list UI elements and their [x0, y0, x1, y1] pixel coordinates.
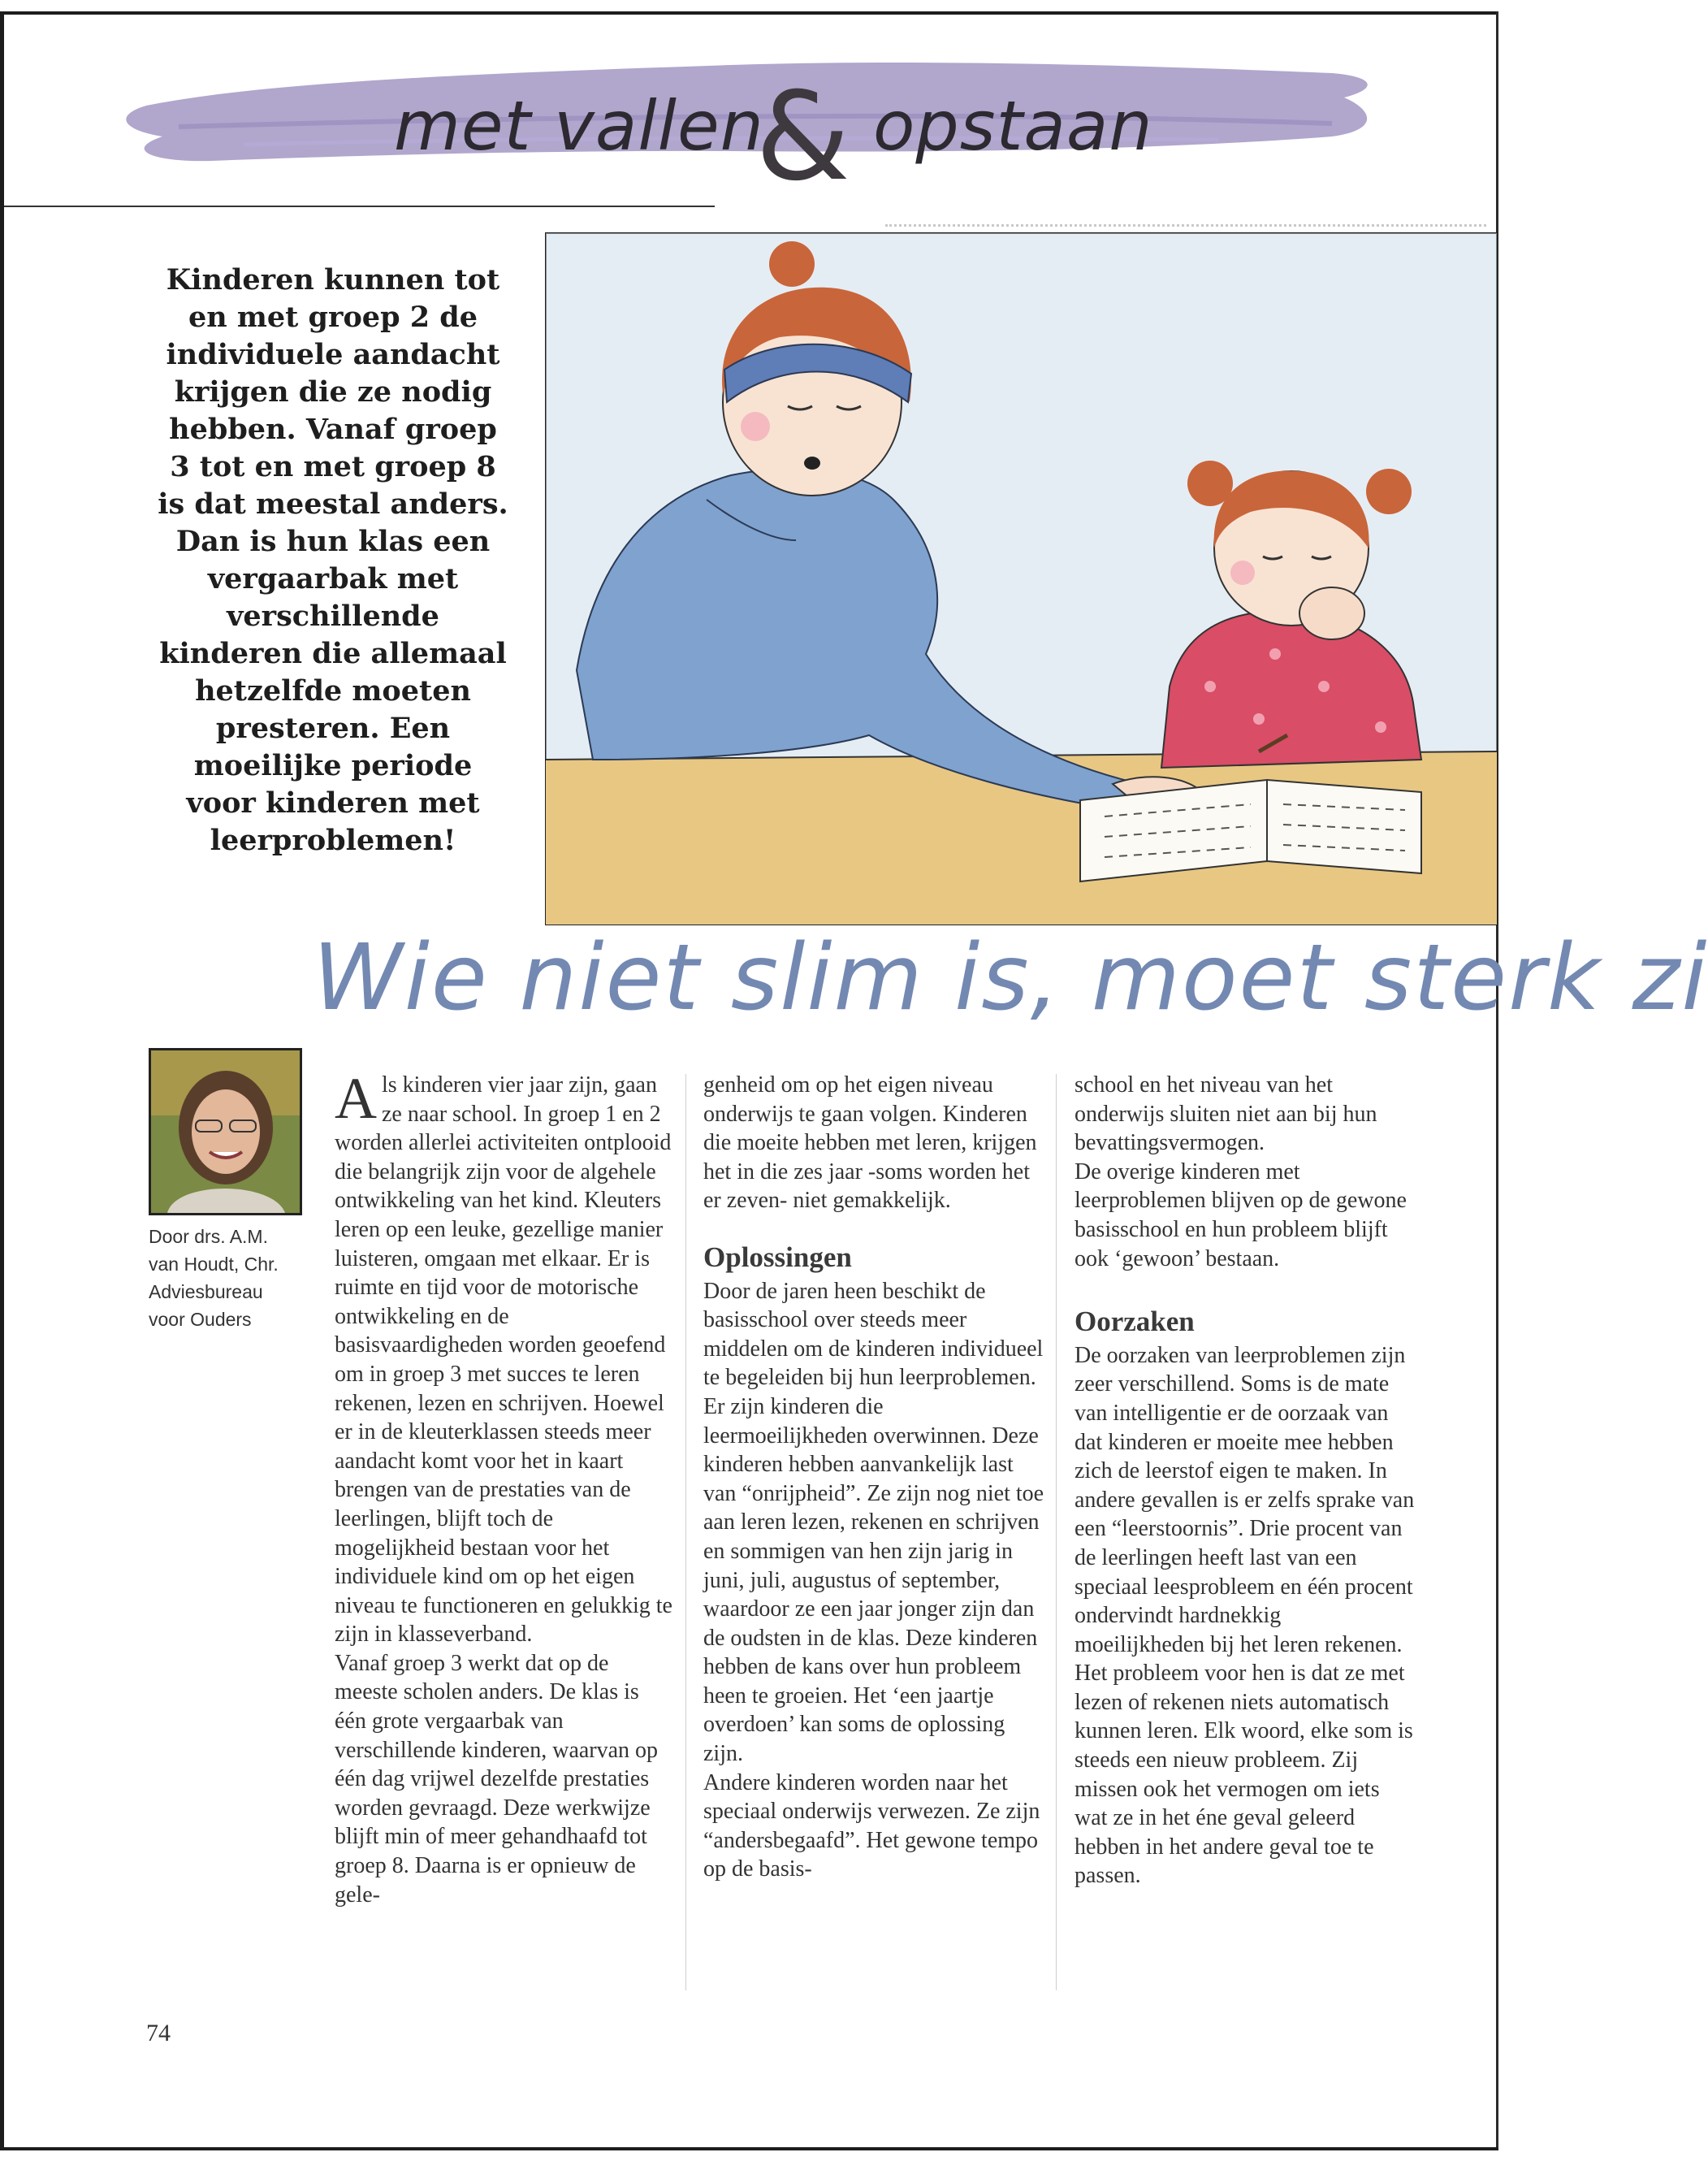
- intro-text: Kinderen kunnen tot en met groep 2 de individuele aandacht krijgen die ze nodig hebben. Vanaf groep 3 tot en met groep 8 is dat meestal anders. Dan is hun klas een vergaarbak met verschillende kinderen die allemaal hetzelfde moeten presteren. Een moeilijke periode voor kinderen met leerproblemen!: [158, 263, 508, 857]
- illustration-mother-child: [544, 232, 1498, 926]
- header-title-left: met vallen: [394, 86, 764, 166]
- column-1-paragraph-2: Vanaf groep 3 werkt dat op de meeste scholen anders. De klas is één grote vergaarbak van verschillende kinderen, waarvan op één dag vrijwel dezelfde prestaties worden gevraagd. Deze werkwijze blijft min of meer gehandhaafd tot groep 8. Daarna is er opnieuw de gele-: [335, 1650, 659, 1908]
- column-3-paragraph-1: school en het niveau van het onderwijs sluiten niet aan bij hun bevattingsvermogen.: [1075, 1072, 1377, 1156]
- header-dotted-rule: [885, 224, 1486, 227]
- author-line-1: Door drs. A.M.: [149, 1226, 268, 1247]
- article-headline: Wie niet slim is, moet sterk zi: [313, 925, 1708, 1031]
- column-2-paragraph-3: Andere kinderen worden naar het speciaal onderwijs verwezen. Ze zijn “andersbegaafd”. Het gewone tempo op de basis-: [703, 1769, 1040, 1882]
- author-line-3: Adviesbureau: [149, 1281, 263, 1302]
- page-frame-bottom: [0, 2147, 1498, 2150]
- page-frame-left: [0, 11, 4, 2150]
- column-2-paragraph-1: genheid om op het eigen niveau onderwijs te gaan volgen. Kinderen die moeite hebben met leren, krijgen het in die zes jaar -soms worden het er zeven- niet gemakkelijk.: [703, 1072, 1037, 1214]
- author-line-2: van Houdt, Chr.: [149, 1254, 279, 1275]
- illustration-drawing: [544, 232, 1498, 926]
- article-column-2: [703, 1071, 1044, 1884]
- header-ampersand: &: [755, 67, 850, 208]
- article-column-3: [1075, 1071, 1416, 1890]
- column-3-paragraph-3: De oorzaken van leerproblemen zijn zeer verschillend. Soms is de mate van intelligentie er de oorzaak van dat kinderen er moeite mee hebben zich de leerstof eigen te maken. In andere gevallen is er zelfs sprake van een “leerstoornis”. Drie procent van de leerlingen heeft last van een speciaal leesprobleem en één procent ondervindt hardnekkig moeilijkheden bij het leren rekenen. Het probleem voor hen is dat ze met lezen of rekenen niets automatisch kunnen leren. Elk woord, elke som is steeds een nieuw probleem. Zij missen ook het vermogen om iets wat ze in het éne geval geleerd hebben in het andere geval toe te passen.: [1075, 1342, 1415, 1889]
- column-1-paragraph-1: [335, 1066, 676, 1649]
- author-line-4: voor Ouders: [149, 1309, 252, 1330]
- section-header: [0, 49, 1498, 208]
- column-separator-2: [1056, 1074, 1057, 1990]
- subheading-oplossingen: Oplossingen: [703, 1241, 852, 1273]
- page-frame-top: [0, 11, 1498, 15]
- header-title-right: opstaan: [873, 86, 1153, 166]
- article-column-1: [335, 1066, 676, 1909]
- subheading-oorzaken: Oorzaken: [1075, 1306, 1195, 1338]
- column-1-text-1: ls kinderen vier jaar zijn, gaan ze naar school. In groep 1 en 2 worden allerlei activiteiten ontplooid die belangrijk zijn voor de algehele ontwikkeling van het kind. Kleuters leren op een leuke, gezellige manier luisteren, omgaan met elkaar. Er is ruimte en tijd voor de motorische ontwikkeling en de basisvaardigheden worden geoefend om in groep 3 met succes te leren rekenen, lezen en schrijven. Hoewel er in de kleuterklassen steeds meer aandacht komt voor het in kaart brengen van de prestaties van de leerlingen, blijft toch de mogelijkheid bestaan voor het individuele kind om op het eigen niveau te functioneren en gelukkig te zijn in klasseverband.: [335, 1072, 672, 1648]
- drop-cap: A: [335, 1066, 377, 1131]
- column-separator-1: [685, 1074, 686, 1990]
- page-number: 74: [146, 2020, 171, 2046]
- author-photo: [149, 1048, 302, 1215]
- header-rule: [4, 206, 715, 207]
- column-2-paragraph-2: Door de jaren heen beschikt de basisschool over steeds meer middelen om de kinderen individueel te begeleiden bij hun leerproblemen. Er zijn kinderen die leermoeilijkheden overwinnen. Deze kinderen hebben aanvankelijk last van “onrijpheid”. Ze zijn nog niet toe aan leren lezen, rekenen en schrijven en sommigen van hen zijn jarig in juni, juli, augustus of september, waardoor ze een jaar jonger zijn dan de oudsten in de klas. Deze kinderen hebben de kans over hun probleem heen te groeien. Het ‘een jaartje overdoen’ kan soms de oplossing zijn.: [703, 1278, 1044, 1767]
- column-3-paragraph-2: De overige kinderen met leerproblemen blijven op de gewone basisschool en hun probleem blijft ook ‘gewoon’ bestaan.: [1075, 1158, 1407, 1271]
- author-credit: [149, 1223, 303, 1333]
